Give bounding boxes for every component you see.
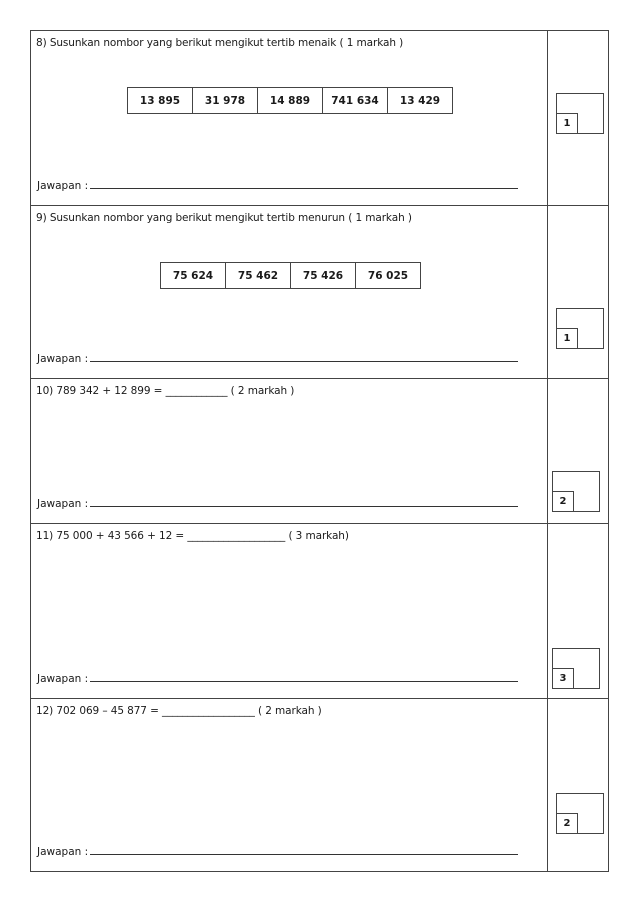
number-cell: 75 426 (291, 263, 356, 289)
mark-cell (548, 31, 609, 205)
number-cell: 14 889 (258, 88, 323, 114)
question-cell (31, 206, 548, 378)
mark-box (552, 648, 600, 689)
answer-blank[interactable] (90, 179, 518, 189)
mark-value: 2 (556, 813, 578, 834)
question-cell (31, 524, 548, 698)
answer-label: Jawapan : (37, 498, 89, 510)
answer-blank[interactable] (90, 497, 518, 507)
question-text: 9) Susunkan nombor yang berikut mengikut tertib menurun ( 1 markah ) (36, 212, 412, 224)
number-cell: 741 634 (323, 88, 388, 114)
answer-label: Jawapan : (37, 673, 89, 685)
answer-label: Jawapan : (37, 846, 89, 858)
question-row-8 (31, 31, 609, 206)
mark-value: 2 (552, 491, 574, 512)
mark-cell (548, 524, 609, 698)
answer-blank[interactable] (90, 845, 518, 855)
question-cell (31, 699, 548, 871)
number-cell: 13 895 (128, 88, 193, 114)
mark-value: 1 (556, 113, 578, 134)
number-cell: 75 462 (226, 263, 291, 289)
question-cell (31, 379, 548, 523)
answer-line[interactable] (37, 672, 518, 685)
question-text: 10) 789 342 + 12 899 = ____________ ( 2 markah ) (36, 385, 295, 397)
mark-box (556, 308, 604, 349)
question-text: 12) 702 069 – 45 877 = __________________ ( 2 markah ) (36, 705, 322, 717)
number-cell: 13 429 (388, 88, 453, 114)
number-table (160, 262, 421, 289)
answer-line[interactable] (37, 497, 518, 510)
question-row-9 (31, 206, 609, 379)
mark-box (556, 793, 604, 834)
number-cell: 76 025 (356, 263, 421, 289)
question-row-11 (31, 524, 609, 699)
answer-label: Jawapan : (37, 180, 89, 192)
question-row-12 (31, 699, 609, 872)
number-cell: 31 978 (193, 88, 258, 114)
question-text: 11) 75 000 + 43 566 + 12 = ___________________ ( 3 markah) (36, 530, 349, 542)
mark-value: 3 (552, 668, 574, 689)
answer-blank[interactable] (90, 352, 518, 362)
worksheet-table (30, 30, 609, 872)
mark-box (552, 471, 600, 512)
mark-value: 1 (556, 328, 578, 349)
number-table (127, 87, 453, 114)
mark-cell (548, 699, 609, 871)
answer-line[interactable] (37, 845, 518, 858)
question-cell (31, 31, 548, 205)
number-cell: 75 624 (161, 263, 226, 289)
answer-line[interactable] (37, 179, 518, 192)
question-row-10 (31, 379, 609, 524)
answer-blank[interactable] (90, 672, 518, 682)
mark-cell (548, 379, 609, 523)
answer-line[interactable] (37, 352, 518, 365)
answer-label: Jawapan : (37, 353, 89, 365)
question-text: 8) Susunkan nombor yang berikut mengikut tertib menaik ( 1 markah ) (36, 37, 404, 49)
mark-box (556, 93, 604, 134)
mark-cell (548, 206, 609, 378)
